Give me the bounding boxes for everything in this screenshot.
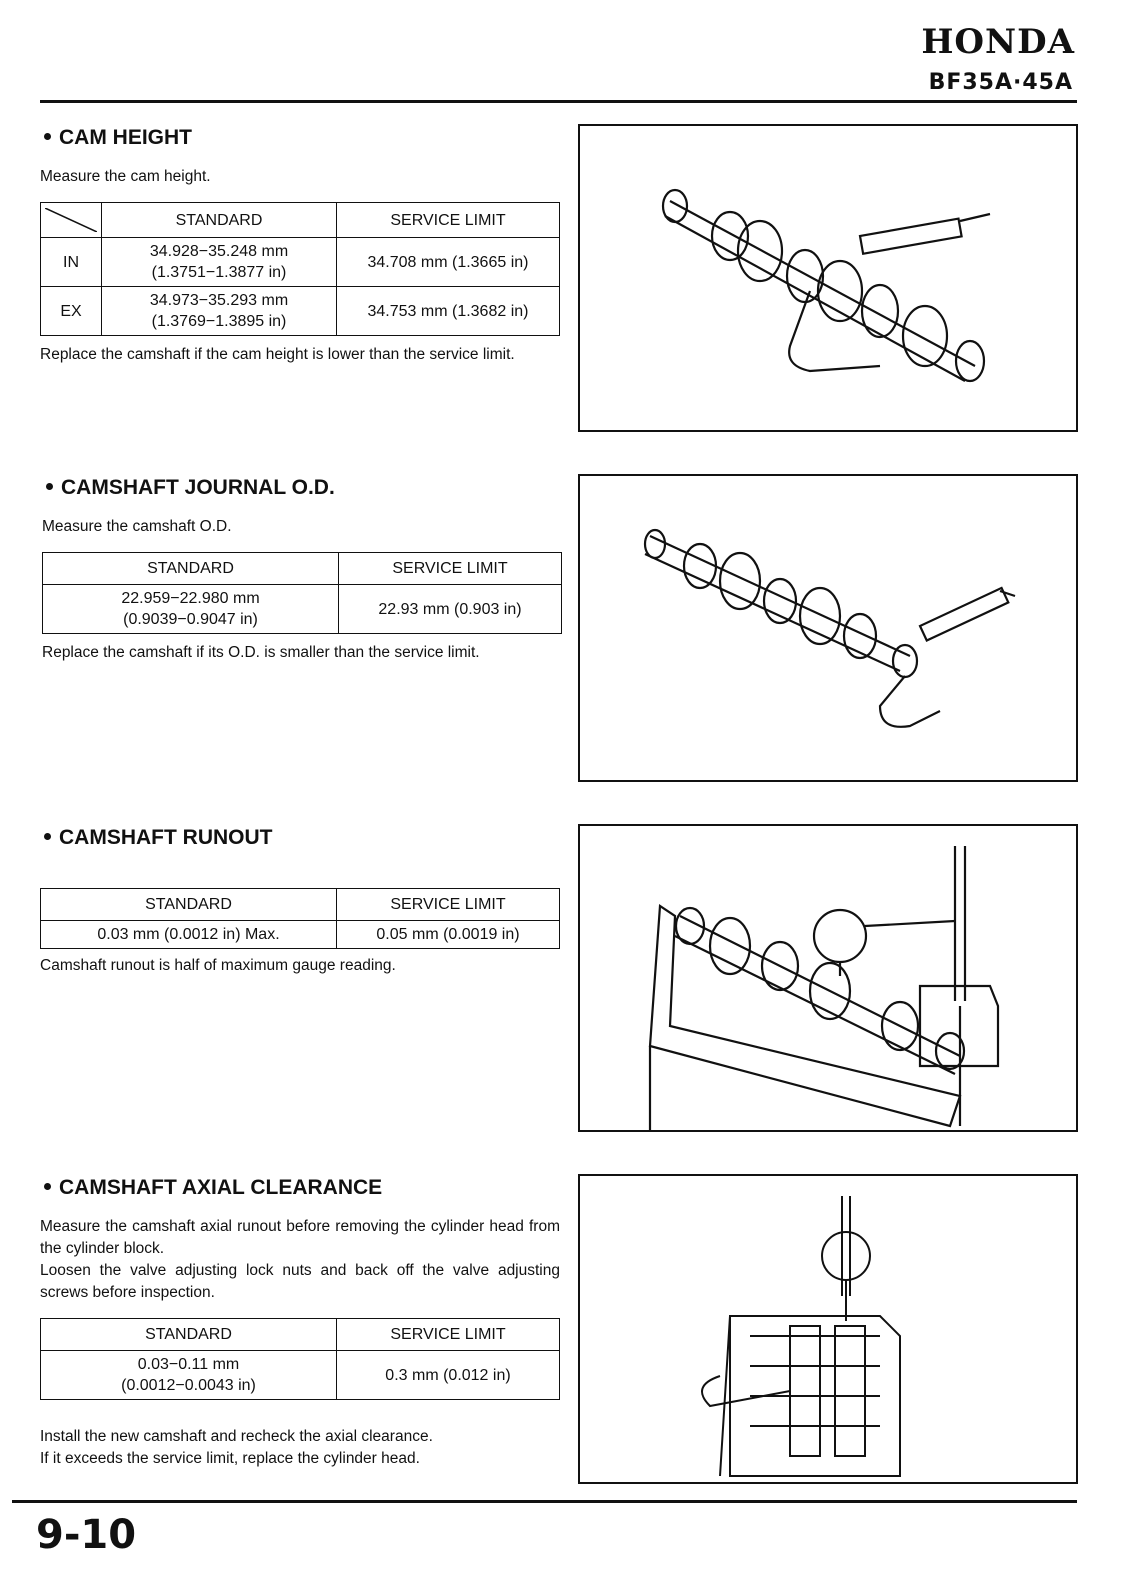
corner-cell	[41, 203, 102, 238]
limit-value: 22.93 mm (0.903 in)	[339, 585, 562, 634]
section-cam-height	[40, 126, 560, 366]
note-text: Replace the camshaft if the cam height is lower than the service limit.	[40, 346, 515, 363]
footer-rule	[12, 1500, 1077, 1503]
model-label: BF35A·45A	[928, 70, 1073, 95]
header-standard: STANDARD	[43, 553, 339, 585]
note-text: Install the new camshaft and recheck the axial clearance.	[40, 1428, 433, 1445]
intro-text: Loosen the valve adjusting lock nuts and back off the valve adjusting screws before inspection.	[40, 1262, 560, 1301]
diagonal-icon	[45, 208, 97, 232]
axial-clearance-table	[40, 1318, 560, 1400]
camshaft-micrometer-illustration	[580, 126, 1076, 430]
header-rule	[40, 100, 1077, 103]
header-service-limit: SERVICE LIMIT	[337, 889, 560, 921]
page-number: 9-10	[36, 1512, 137, 1558]
standard-value: 22.959−22.980 mm (0.9039−0.9047 in)	[43, 585, 339, 634]
limit-value: 34.753 mm (1.3682 in)	[337, 287, 560, 336]
camshaft-journal-micrometer-illustration	[580, 476, 1076, 780]
cylinder-head-dial-gauge-illustration	[580, 1176, 1076, 1482]
section-runout	[40, 826, 560, 977]
limit-value: 0.3 mm (0.012 in)	[337, 1351, 560, 1400]
journal-od-table	[42, 552, 562, 634]
runout-dial-gauge-illustration	[580, 826, 1076, 1130]
figure-cam-height	[578, 124, 1078, 432]
intro-text: Measure the cam height.	[40, 168, 211, 185]
runout-table	[40, 888, 560, 949]
figure-journal-od	[578, 474, 1078, 782]
section-journal-od	[42, 476, 562, 664]
section-axial-clearance	[40, 1176, 560, 1470]
row-label: IN	[41, 238, 102, 287]
header-service-limit: SERVICE LIMIT	[337, 203, 560, 238]
figure-runout	[578, 824, 1078, 1132]
bullet-icon	[44, 133, 51, 140]
header-standard: STANDARD	[41, 889, 337, 921]
table-row	[41, 287, 560, 336]
limit-value: 0.05 mm (0.0019 in)	[337, 921, 560, 949]
header-service-limit: SERVICE LIMIT	[337, 1319, 560, 1351]
brand-logo: HONDA	[921, 22, 1075, 62]
bullet-icon	[44, 1183, 51, 1190]
table-row	[43, 585, 562, 634]
intro-text: Measure the camshaft O.D.	[42, 518, 232, 535]
note-text: Replace the camshaft if its O.D. is smaller than the service limit.	[42, 644, 480, 661]
standard-value: 0.03−0.11 mm (0.0012−0.0043 in)	[41, 1351, 337, 1400]
section-title: CAMSHAFT RUNOUT	[40, 826, 560, 850]
header-service-limit: SERVICE LIMIT	[339, 553, 562, 585]
standard-value: 34.928−35.248 mm (1.3751−1.3877 in)	[102, 238, 337, 287]
section-title: CAMSHAFT AXIAL CLEARANCE	[40, 1176, 560, 1200]
figure-axial-clearance	[578, 1174, 1078, 1484]
header-standard: STANDARD	[41, 1319, 337, 1351]
table-row	[41, 921, 560, 949]
limit-value: 34.708 mm (1.3665 in)	[337, 238, 560, 287]
table-row	[41, 238, 560, 287]
bullet-icon	[44, 833, 51, 840]
standard-value: 0.03 mm (0.0012 in) Max.	[41, 921, 337, 949]
section-title: CAM HEIGHT	[40, 126, 560, 150]
note-text: If it exceeds the service limit, replace the cylinder head.	[40, 1450, 420, 1467]
note-text: Camshaft runout is half of maximum gauge reading.	[40, 957, 396, 974]
bullet-icon	[46, 483, 53, 490]
section-title: CAMSHAFT JOURNAL O.D.	[42, 476, 562, 500]
cam-height-table	[40, 202, 560, 336]
table-row	[41, 1351, 560, 1400]
intro-text: Measure the camshaft axial runout before removing the cylinder head from the cylinder block.	[40, 1218, 560, 1257]
header-standard: STANDARD	[102, 203, 337, 238]
standard-value: 34.973−35.293 mm (1.3769−1.3895 in)	[102, 287, 337, 336]
row-label: EX	[41, 287, 102, 336]
